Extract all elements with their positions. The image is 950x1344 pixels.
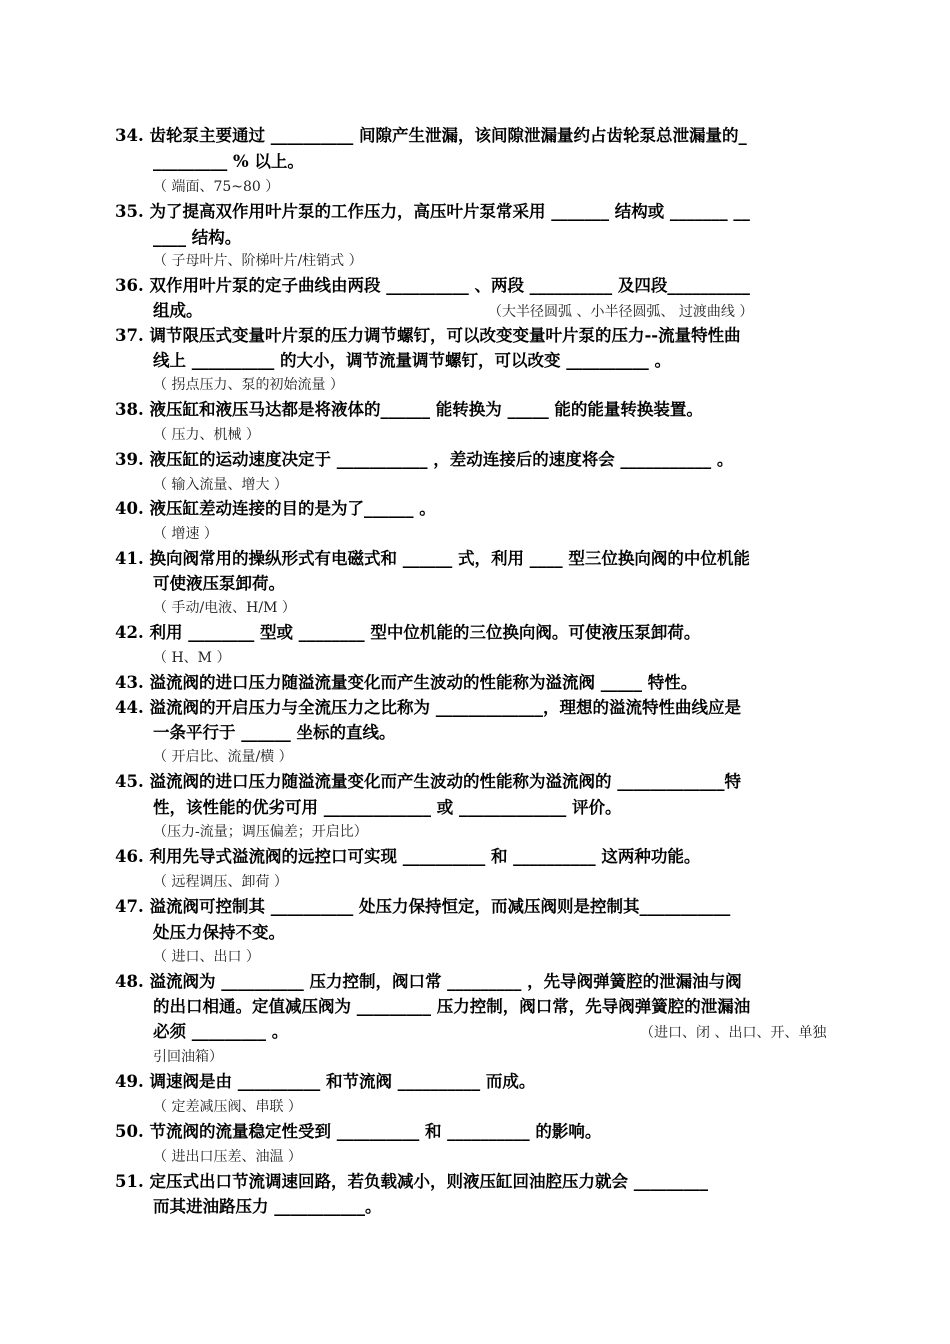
question-48-answer-continued: 引回油箱） <box>153 1049 223 1065</box>
question-46-answer: （ 远程调压、卸荷 ） <box>153 874 288 890</box>
question-37-line-2: 线上 __________ 的大小，调节流量调节螺钉，可以改变 __________ 。 <box>153 351 671 370</box>
question-40-line-1: 40. 液压缸差动连接的目的是为了______ 。 <box>115 499 436 518</box>
question-41-answer: （ 手动/电液、H/M ） <box>153 600 296 616</box>
question-50-answer: （ 进出口压差、油温 ） <box>153 1149 302 1165</box>
question-36-line-2: 组成。 <box>153 301 203 320</box>
question-48-line-2: 的出口相通。定值减压阀为 _________ 压力控制，阀口常，先导阀弹簧腔的泄漏油 <box>153 997 751 1016</box>
question-51-line-1: 51. 定压式出口节流调速回路，若负载减小，则液压缸回油腔压力就会 _________ <box>115 1172 708 1191</box>
question-37-answer: （ 拐点压力、泵的初始流量 ） <box>153 377 344 393</box>
question-36-answer: （大半径圆弧 、小半径圆弧、 过渡曲线 ） <box>488 304 754 320</box>
question-46-line-1: 46. 利用先导式溢流阀的远控口可实现 __________ 和 __________ 这两种功能。 <box>115 847 701 866</box>
question-51-line-2: 而其进油路压力 ___________。 <box>153 1197 382 1216</box>
question-47-line-1: 47. 溢流阀可控制其 __________ 处压力保持恒定，而减压阀则是控制其___________ <box>115 897 731 916</box>
question-40-answer: （ 增速 ） <box>153 526 218 542</box>
question-44-answer: （ 开启比、流量/横 ） <box>153 749 293 765</box>
question-42-answer: （ H、M ） <box>153 650 231 666</box>
question-39-answer: （ 输入流量、增大 ） <box>153 477 288 493</box>
question-35-line-2: ____ 结构。 <box>153 228 242 247</box>
question-47-line-2: 处压力保持不变。 <box>153 923 285 942</box>
question-42-line-1: 42. 利用 ________ 型或 ________ 型中位机能的三位换向阀。可使液压泵卸荷。 <box>115 623 701 642</box>
question-49-answer: （ 定差减压阀、串联 ） <box>153 1099 302 1115</box>
question-48-line-3: 必须 _________ 。 <box>153 1022 289 1041</box>
question-37-line-1: 37. 调节限压式变量叶片泵的压力调节螺钉，可以改变变量叶片泵的压力--流量特性曲 <box>115 326 741 345</box>
question-47-answer: （ 进口、出口 ） <box>153 949 260 965</box>
question-45-line-1: 45. 溢流阀的进口压力随溢流量变化而产生波动的性能称为溢流阀的 _____________特 <box>115 772 741 791</box>
question-48-answer: （进口、闭 、出口、开、单独 <box>640 1025 827 1041</box>
question-41-line-2: 可使液压泵卸荷。 <box>153 574 285 593</box>
question-49-line-1: 49. 调速阀是由 __________ 和节流阀 __________ 而成。 <box>115 1072 536 1091</box>
question-38-answer: （ 压力、机械 ） <box>153 427 260 443</box>
question-43-line-1: 43. 溢流阀的进口压力随溢流量变化而产生波动的性能称为溢流阀 _____ 特性。 <box>115 673 698 692</box>
question-38-line-1: 38. 液压缸和液压马达都是将液体的______ 能转换为 _____ 能的能量转换装置。 <box>115 400 703 419</box>
question-35-answer: （ 子母叶片、阶梯叶片/柱销式 ） <box>153 253 363 269</box>
question-35-line-1: 35. 为了提高双作用叶片泵的工作压力，高压叶片泵常采用 _______ 结构或 _______ __ <box>115 202 750 221</box>
question-50-line-1: 50. 节流阀的流量稳定性受到 __________ 和 __________ 的影响。 <box>115 1122 602 1141</box>
question-39-line-1: 39. 液压缸的运动速度决定于 ___________ ，差动连接后的速度将会 ___________ 。 <box>115 450 734 469</box>
question-36-line-1: 36. 双作用叶片泵的定子曲线由两段 __________ 、两段 __________ 及四段__________ <box>115 276 750 295</box>
question-34-line-2: _________ % 以上。 <box>153 152 304 171</box>
question-44-line-2: 一条平行于 ______ 坐标的直线。 <box>153 723 396 742</box>
question-34-answer: （ 端面、75~80 ） <box>153 179 280 195</box>
question-41-line-1: 41. 换向阀常用的操纵形式有电磁式和 ______ 式，利用 ____ 型三位换向阀的中位机能 <box>115 549 750 568</box>
question-44-line-1: 44. 溢流阀的开启压力与全流压力之比称为 _____________，理想的溢流特性曲线应是 <box>115 698 741 717</box>
question-45-answer: （压力-流量；调压偏差；开启比） <box>153 824 368 840</box>
question-48-line-1: 48. 溢流阀为 __________ 压力控制，阀口常 _________ ，先导阀弹簧腔的泄漏油与阀 <box>115 972 742 991</box>
question-34-line-1: 34. 齿轮泵主要通过 __________ 间隙产生泄漏，该间隙泄漏量约占齿轮泵总泄漏量的_ <box>115 126 747 145</box>
question-45-line-2: 性，该性能的优劣可用 _____________ 或 _____________ 评价。 <box>153 798 622 817</box>
